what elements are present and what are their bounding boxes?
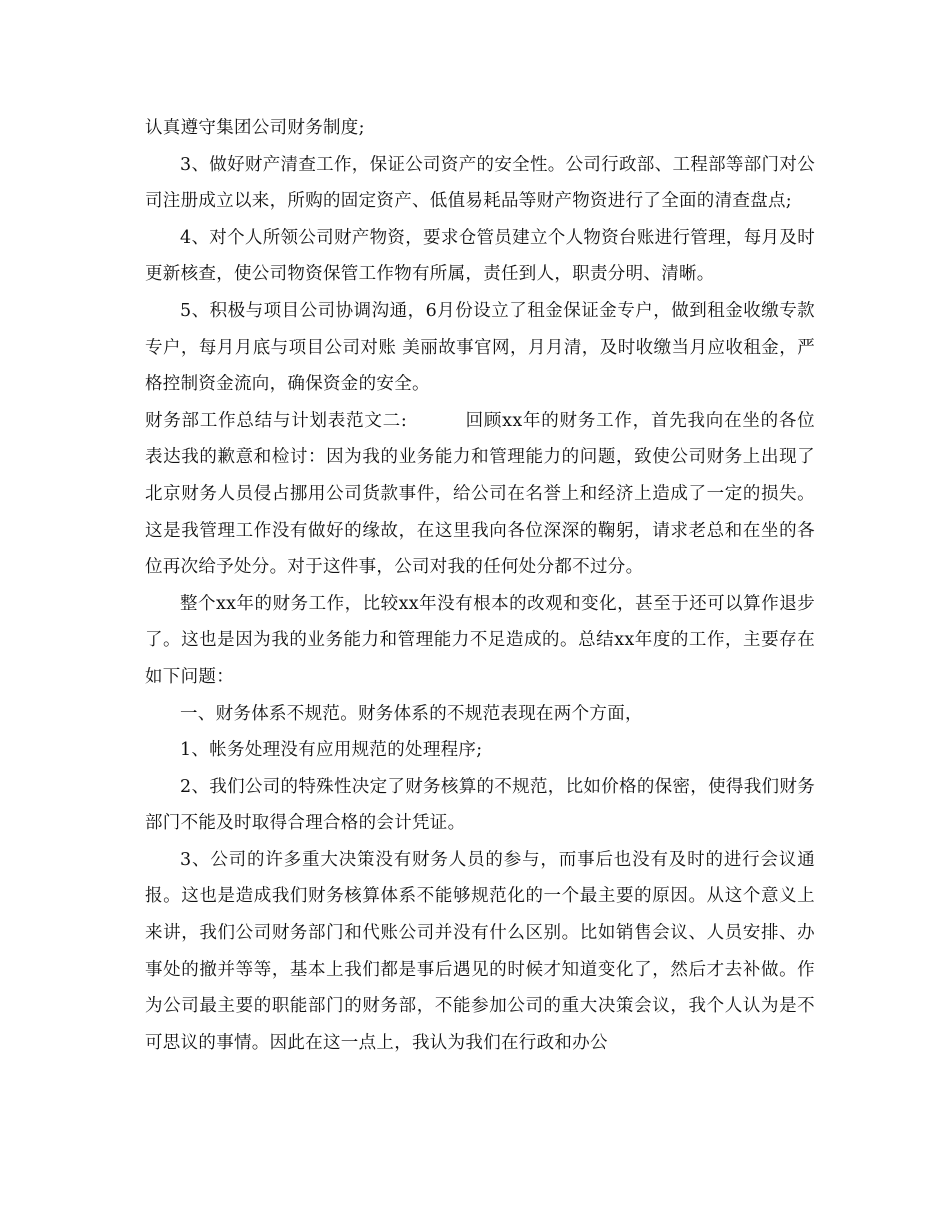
paragraph-6: 一、财务体系不规范。财务体系的不规范表现在两个方面， [180, 703, 643, 724]
paragraph-1: 认真遵守集团公司财务制度; [145, 118, 365, 138]
paragraph-4: 5、积极与项目公司协调沟通，6月份设立了租金保证金专户，做到租金收缴专款专户，每月月底与项目公司对账 美丽故事官网，月月清，及时收缴当月应收租金，严格控制资金流向，确保资金的安全。 [145, 300, 815, 395]
section-paragraph [145, 403, 815, 586]
paragraph-3: 4、对个人所领公司财产物资，要求仓管员建立个人物资台账进行管理，每月及时更新核查，使公司物资保管工作物有所属，责任到人，职责分明、清晰。 [145, 227, 815, 285]
section-heading: 财务部工作总结与计划表范文二: [145, 410, 408, 431]
document-body [145, 110, 815, 1061]
paragraph-9: 3、公司的许多重大决策没有财务人员的参与，而事后也没有及时的进行会议通报。这也是造成我们财务核算体系不能够规范化的一个最主要的原因。从这个意义上来讲，我们公司财务部门和代账公司并没有什么区别。比如销售会议、人员安排、办事处的撤并等等，基本上我们都是事后遇见的时候才知道变化了，然后才去补做。作为公司最主要的职能部门的财务部，不能参加公司的重大决策会议，我个人认为是不可思议的事情。因此在这一点上，我认为我们在行政和办公 [145, 849, 815, 1053]
paragraph-7: 1、帐务处理没有应用规范的处理程序; [180, 740, 483, 761]
paragraph-5: 整个xx年的财务工作，比较xx年没有根本的改观和变化，甚至于还可以算作退步了。这也是因为我的业务能力和管理能力不足造成的。总结xx年度的工作，主要存在如下问题： [145, 593, 815, 687]
paragraph-2: 3、做好财产清查工作，保证公司资产的安全性。公司行政部、工程部等部门对公司注册成立以来，所购的固定资产、低值易耗品等财产物资进行了全面的清查盘点; [145, 154, 815, 212]
paragraph-8: 2、我们公司的特殊性决定了财务核算的不规范，比如价格的保密，使得我们财务部门不能及时取得合理合格的会计凭证。 [145, 776, 815, 834]
section-intro: 回顾xx年的财务工作，首先我向在坐的各位表达我的歉意和检讨：因为我的业务能力和管理能力的问题，致使公司财务上出现了北京财务人员侵占挪用公司货款事件，给公司在名誉上和经济上造成了一定的损失。这是我管理工作没有做好的缘故，在这里我向各位深深的鞠躬，请求老总和在坐的各位再次给予处分。对于这件事，公司对我的任何处分都不过分。 [145, 410, 815, 578]
